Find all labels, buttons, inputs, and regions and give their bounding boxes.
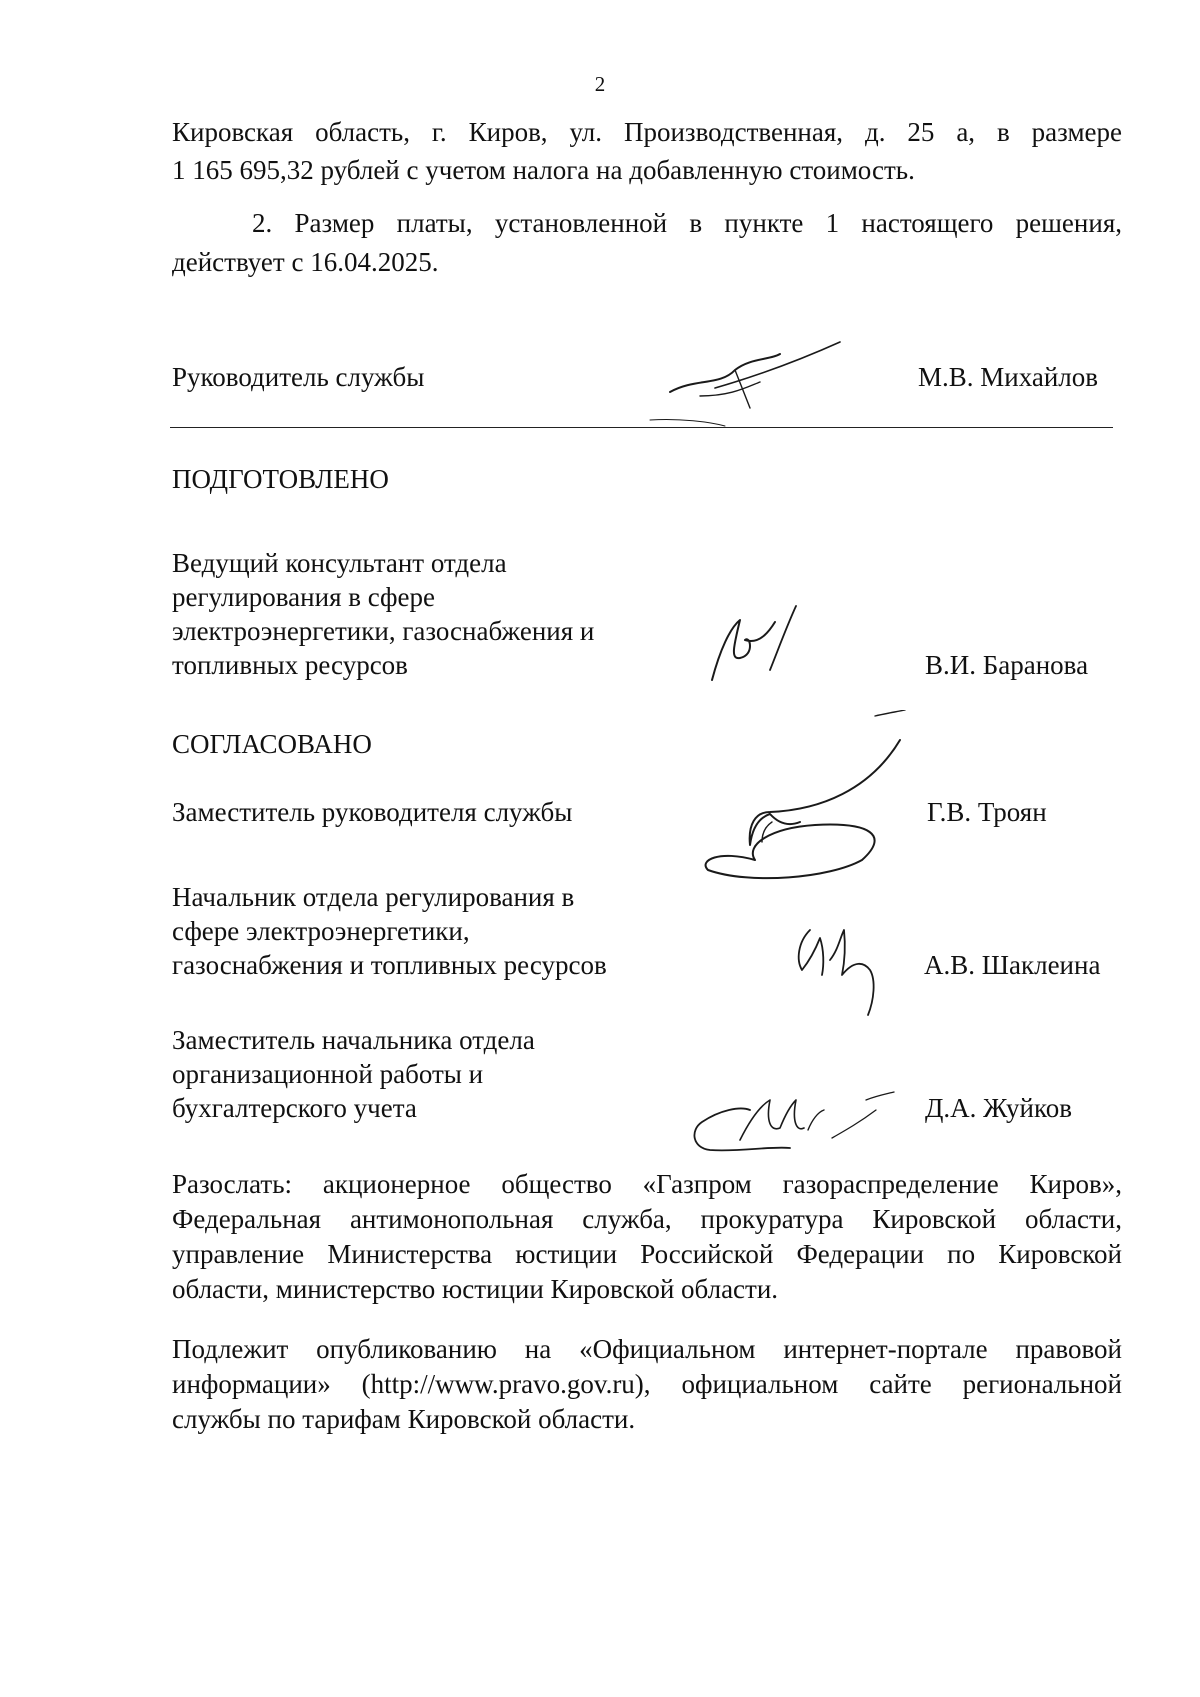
prepared-position-line: топливных ресурсов [172, 650, 408, 680]
agreed-signer-2-position-line: Начальник отдела регулирования в [172, 882, 575, 912]
head-signature [640, 330, 850, 430]
prepared-name: В.И. Баранова [925, 650, 1089, 680]
paragraph-1-line-1: Кировская область, г. Киров, ул. Производственная, д. 25 а, в размере [172, 117, 1122, 147]
agreed-signer-2-name: А.В. Шаклеина [924, 950, 1101, 980]
publication-line: Подлежит опубликованию на «Официальном интернет-портале правовой [172, 1334, 1122, 1364]
agreed-signer-2-position-line: газоснабжения и топливных ресурсов [172, 950, 607, 980]
agreed-signer-3-position-line: организационной работы и [172, 1059, 484, 1089]
troyan-signature [700, 710, 920, 900]
distribution-line: Разослать: акционерное общество «Газпром газораспределение Киров», [172, 1169, 1122, 1199]
paragraph-2-line-2: действует с 16.04.2025. [172, 247, 439, 277]
agreed-signer-1-position: Заместитель руководителя службы [172, 797, 573, 827]
head-name: М.В. Михайлов [918, 362, 1099, 392]
prepared-position-line: регулирования в сфере [172, 582, 436, 612]
paragraph-2-line-1: 2. Размер платы, установленной в пункте 1 настоящего решения, [252, 208, 1122, 238]
prepared-heading: ПОДГОТОВЛЕНО [172, 464, 389, 494]
agreed-signer-3-position-line: Заместитель начальника отдела [172, 1025, 535, 1055]
distribution-line: управление Министерства юстиции Российской Федерации по Кировской [172, 1239, 1122, 1269]
publication-line: информации» (http://www.pravo.gov.ru), официальном сайте региональной [172, 1369, 1122, 1399]
distribution-line: Федеральная антимонопольная служба, прокуратура Кировской области, [172, 1204, 1122, 1234]
divider-line [170, 427, 1113, 428]
baranova-signature [700, 600, 810, 690]
distribution-line: области, министерство юстиции Кировской области. [172, 1274, 779, 1304]
shakleina-signature [790, 920, 900, 1020]
agreed-signer-3-name: Д.А. Жуйков [925, 1093, 1072, 1123]
agreed-signer-1-name: Г.В. Троян [927, 797, 1047, 827]
paragraph-1-line-2: 1 165 695,32 рублей с учетом налога на добавленную стоимость. [172, 155, 915, 185]
head-position: Руководитель службы [172, 362, 425, 392]
agreed-signer-2-position-line: сфере электроэнергетики, [172, 916, 470, 946]
page-number: 2 [594, 72, 606, 96]
agreed-heading: СОГЛАСОВАНО [172, 729, 372, 759]
publication-line: службы по тарифам Кировской области. [172, 1404, 636, 1434]
prepared-position-line: электроэнергетики, газоснабжения и [172, 616, 595, 646]
zhuykov-signature [680, 1070, 910, 1160]
agreed-signer-3-position-line: бухгалтерского учета [172, 1093, 417, 1123]
prepared-position-line: Ведущий консультант отдела [172, 548, 507, 578]
